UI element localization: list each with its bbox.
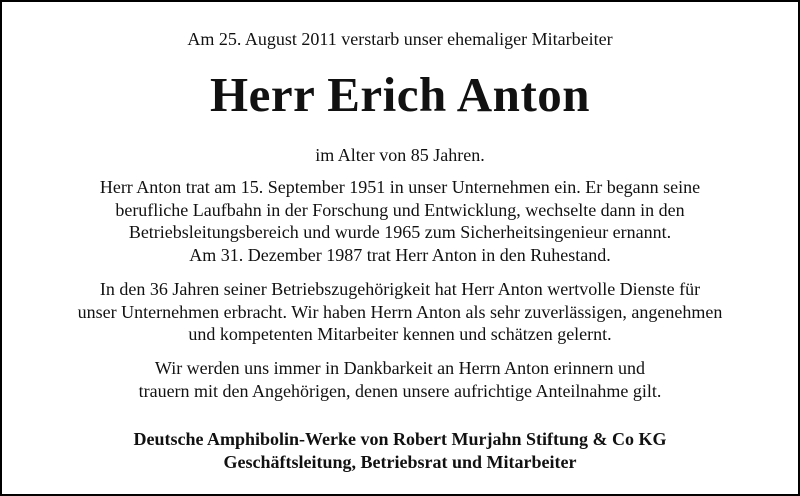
paragraph-line: In den 36 Jahren seiner Betriebszugehörigkeit hat Herr Anton wertvolle Dienste für bbox=[99, 279, 701, 299]
service-paragraph bbox=[2, 278, 798, 346]
signature-block bbox=[2, 428, 798, 473]
deceased-name: Herr Erich Anton bbox=[209, 67, 591, 122]
intro-line: Am 25. August 2011 verstarb unser ehemaliger Mitarbeiter bbox=[187, 29, 613, 49]
paragraph-line: Herr Anton trat am 15. September 1951 in unser Unternehmen ein. Er begann seine bbox=[99, 177, 701, 197]
paragraph-line: unser Unternehmen erbracht. Wir haben Herrn Anton als sehr zuverlässigen, angenehmen bbox=[77, 301, 723, 322]
paragraph-line: und kompetenten Mitarbeiter kennen und schätzen gelernt. bbox=[188, 324, 612, 344]
paragraph-line: Wir werden uns immer in Dankbarkeit an Herrn Anton erinnern und bbox=[154, 358, 646, 378]
condolence-paragraph bbox=[2, 357, 798, 402]
paragraph-line: trauern mit den Angehörigen, denen unsere aufrichtige Anteilnahme gilt. bbox=[138, 380, 662, 401]
paragraph-line: Am 31. Dezember 1987 trat Herr Anton in den Ruhestand. bbox=[189, 244, 611, 265]
paragraph-line: Betriebsleitungsbereich und wurde 1965 zum Sicherheitsingenieur ernannt. bbox=[128, 222, 672, 242]
paragraph-line: berufliche Laufbahn in der Forschung und Entwicklung, wechselte dann in den bbox=[115, 199, 685, 220]
company-name: Deutsche Amphibolin-Werke von Robert Murjahn Stiftung & Co KG bbox=[133, 429, 667, 449]
age-line: im Alter von 85 Jahren. bbox=[315, 145, 485, 165]
career-paragraph bbox=[2, 176, 798, 266]
signatories: Geschäftsleitung, Betriebsrat und Mitarbeiter bbox=[223, 451, 577, 472]
